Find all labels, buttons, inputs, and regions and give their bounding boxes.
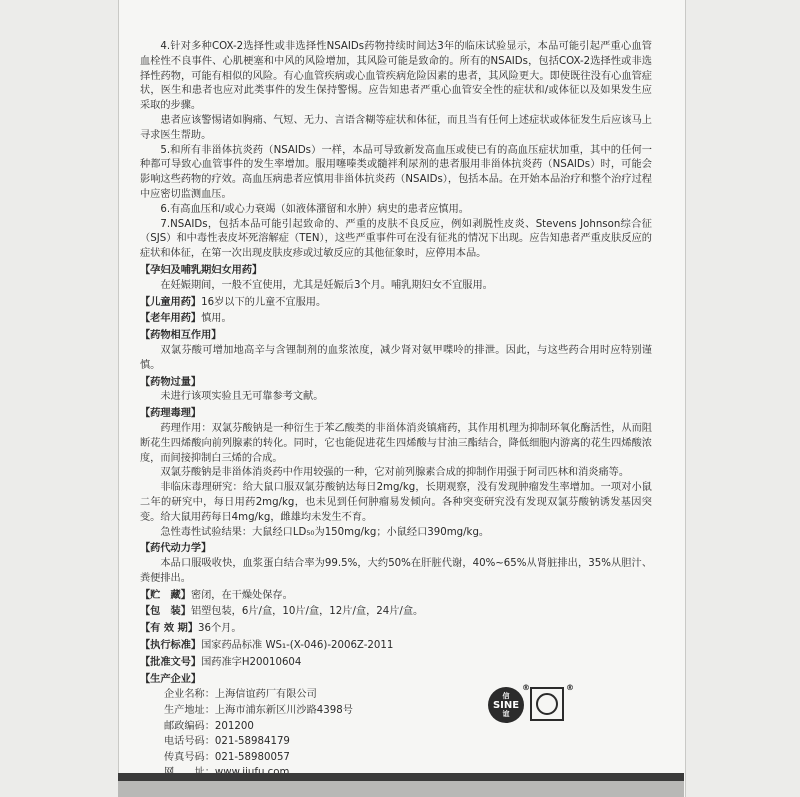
overdose-text: 未进行该项实验且无可靠参考文献。: [160, 391, 324, 403]
standard-section: [140, 639, 652, 654]
pharmacology-text-1: 药理作用：双氯芬酸钠是一种衍生于苯乙酸类的非甾体消炎镇痛药，其作用机理为抑制环氧化酶活性，从而阻断花生四烯酸向前列腺素的转化。同时，它也能促进花生四烯酸与甘油三酯结合，降低细胞内游离的花生四烯酸浓度，而间接抑制白三烯的合成。: [140, 422, 652, 464]
approval-heading: 【批准文号】: [140, 656, 202, 668]
toxicology-text-1: 非临床毒理研究：给大鼠口服双氯芬酸钠达每日2mg/kg，长期观察，没有发现肿瘤发生率增加。一项对小鼠二年的研究中，每日用药2mg/kg，也未见到任何肿瘤易发倾向。各种突变研究没有发现双氯芬酸钠诱发基因突变。给大鼠用药每日4mg/kg，雌雄均未发生不育。: [140, 482, 652, 523]
company-name: 企业名称：上海信谊药厂有限公司: [164, 689, 317, 701]
company-address: 生产地址：上海市浦东新区川沙路4398号: [164, 705, 353, 717]
interaction-heading: 【药物相互作用】: [140, 330, 222, 342]
pharmacokinetics-text: 本品口服吸收快，血浆蛋白结合率为99.5%，大约50%在肝脏代谢，40%~65%从肾脏排出，35%从胆汁、粪便排出。: [140, 558, 652, 584]
elderly-text: 慎用。: [201, 313, 232, 325]
standard-heading: 【执行标准】: [140, 640, 202, 652]
validity-section: [140, 622, 652, 637]
emblem-inner-circle: [536, 693, 558, 715]
pregnancy-heading: 【孕妇及哺乳期妇女用药】: [140, 264, 263, 276]
company-phone: 电话号码：021-58984179: [164, 736, 290, 748]
sine-logo-bottom: 谊: [502, 709, 510, 718]
elderly-section: [140, 312, 652, 327]
storage-section: [140, 589, 652, 604]
company-fax: 传真号码：021-58980057: [164, 751, 290, 763]
package-heading: 【包 装】: [140, 606, 191, 618]
page-bottom-band: [118, 773, 684, 781]
sine-logo-icon: [488, 687, 524, 723]
package-text: 铝塑包装，6片/盒，10片/盒，12片/盒，24片/盒。: [190, 606, 424, 618]
approval-text: 国药准字H20010604: [201, 656, 302, 668]
pharmacokinetics-heading: 【药代动力学】: [140, 543, 212, 555]
storage-text: 密闭，在干燥处保存。: [190, 589, 293, 601]
children-section: [140, 296, 652, 311]
standard-text: 国家药品标准 WS₁-(X-046)-2006Z-2011: [201, 640, 394, 652]
pregnancy-text: 在妊娠期间，一般不宜使用，尤其是妊娠后3个月。哺乳期妇女不宜服用。: [160, 279, 493, 291]
precaution-4: 4.针对多种COX-2选择性或非选择性NSAIDs药物持续时间达3年的临床试验显示，本品可能引起严重心血管血栓性不良事件、心肌梗塞和中风的风险增加，其风险可能是致命的。所有的NSAIDs，包括COX-2选择性或非选择性药物，可能有相似的风险。有心血管疾病或心血管疾病危险因素的患者，其风险更大。即使既往没有心血管症状，医生和患者也应对此类事件的发生保持警惕。应告知患者严重心血管安全性的症状和/或体征以及如果发生应采取的步骤。: [140, 41, 652, 112]
elderly-heading: 【老年用药】: [140, 313, 202, 325]
storage-heading: 【贮 藏】: [140, 589, 191, 601]
validity-heading: 【有 效 期】: [140, 623, 199, 635]
precaution-6: 6.有高血压和/或心力衰竭（如液体潴留和水肿）病史的患者应慎用。: [160, 203, 469, 215]
registered-mark-2: ®: [566, 683, 574, 692]
precaution-7: 7.NSAIDs，包括本品可能引起致命的、严重的皮肤不良反应，例如剥脱性皮炎、Stevens Johnson综合征（SJS）和中毒性表皮坏死溶解症（TEN），这些严重事件可在没有征兆的情况下出现。应告知患者严重皮肤反应的症状和体征，在第一次出现皮肤皮疹或过敏反应的其他征象时，应停用本品。: [140, 218, 652, 260]
children-heading: 【儿童用药】: [140, 296, 202, 308]
registered-mark-1: ®: [522, 683, 530, 692]
company-postcode: 邮政编码：201200: [164, 720, 254, 732]
interaction-text: 双氯芬酸可增加地高辛与含锂制剂的血浆浓度，减少肾对氨甲喋呤的排泄。因此，与这些药合用时应特别谨慎。: [140, 344, 652, 371]
children-text: 16岁以下的儿童不宜服用。: [201, 296, 327, 308]
manufacturer-heading: 【生产企业】: [140, 673, 202, 685]
pharmacology-text-2: 双氯芬酸钠是非甾体消炎药中作用较强的一种，它对前列腺素合成的抑制作用强于阿司匹林和消炎痛等。: [160, 467, 630, 479]
toxicology-heading: 【药理毒理】: [140, 408, 202, 420]
leaflet-text: [140, 40, 652, 781]
toxicology-text-2: 急性毒性试验结果：大鼠经口LD₅₀为150mg/kg；小鼠经口390mg/kg。: [160, 526, 490, 538]
precaution-4-note: 患者应该警惕诸如胸痛、气短、无力、言语含糊等症状和体征，而且当有任何上述症状或体征发生后应该马上寻求医生帮助。: [140, 114, 652, 141]
sine-logo-main: SINE: [492, 699, 520, 711]
approval-section: [140, 656, 652, 671]
page-bottom-shadow: [118, 781, 684, 797]
validity-text: 36个月。: [198, 623, 242, 635]
precaution-5: 5.和所有非甾体抗炎药（NSAIDs）一样，本品可导致新发高血压或使已有的高血压症状加重，其中的任何一种都可导致心血管事件的发生率增加。服用噻嗪类或髓袢利尿剂的患者服用非甾体抗炎药（NSAIDs）时，可能会影响这些药物的疗效。高血压病患者应慎用非甾体抗炎药（NSAIDs），包括本品。在开始本品治疗和整个治疗过程中应密切监测血压。: [140, 144, 652, 200]
brand-logos: [488, 683, 588, 731]
sine-logo-top: 信: [502, 691, 510, 700]
package-section: [140, 605, 652, 620]
overdose-heading: 【药物过量】: [140, 376, 202, 388]
emblem-logo-icon: [530, 687, 564, 721]
